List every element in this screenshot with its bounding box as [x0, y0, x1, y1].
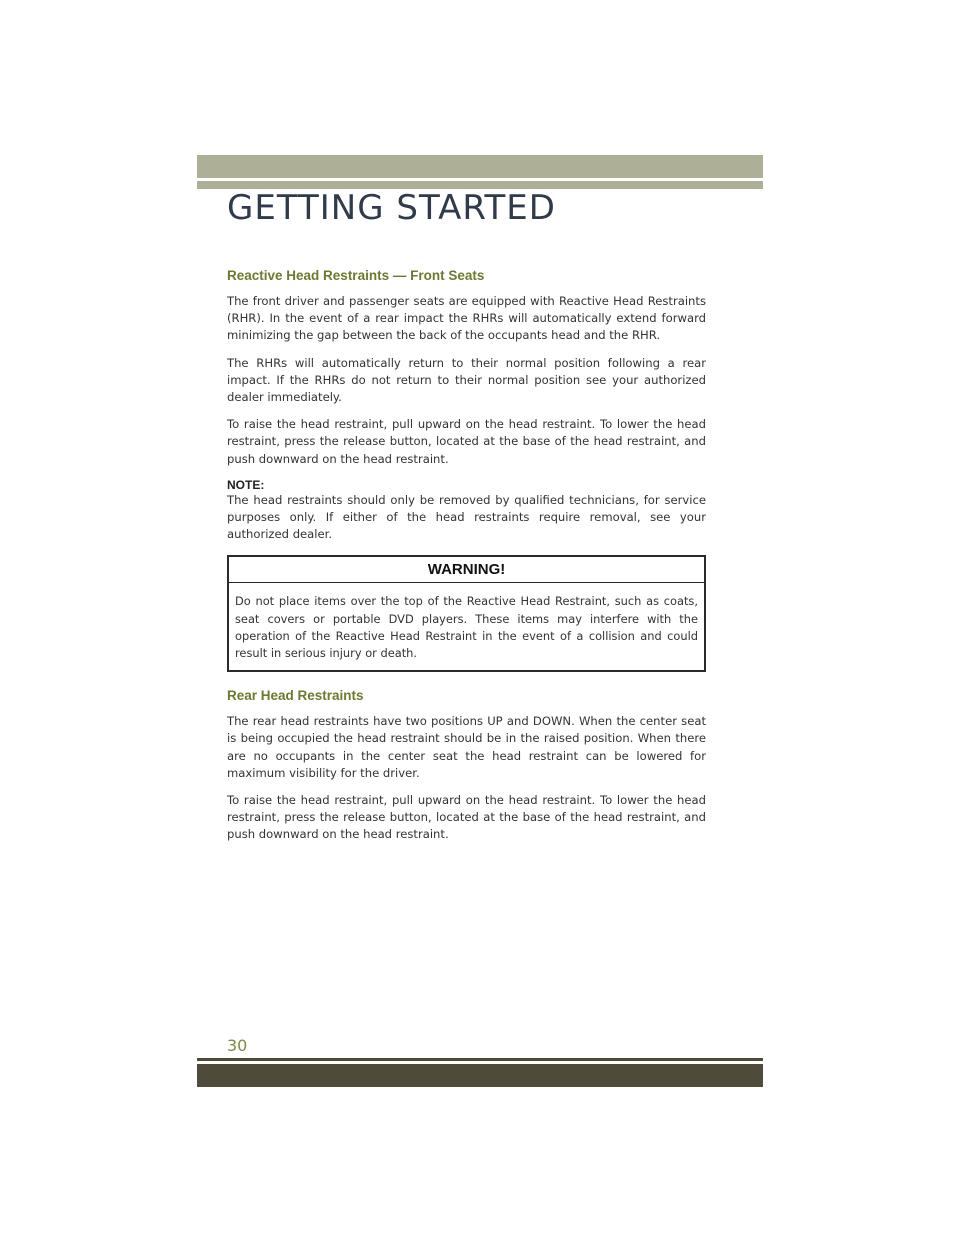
- page-number: 30: [227, 1036, 248, 1055]
- warning-title: WARNING!: [229, 557, 704, 583]
- note-text: The head restraints should only be removed by qualified technicians, for service purposes only. If either of the head restraints require removal, see your authorized dealer.: [227, 492, 706, 542]
- header-band: [197, 155, 763, 178]
- page-section-title: GETTING STARTED: [227, 188, 556, 228]
- heading-reactive-head-restraints: Reactive Head Restraints — Front Seats: [227, 268, 485, 283]
- paragraph: The front driver and passenger seats are equipped with Reactive Head Restraints (RHR). In the event of a rear impact the RHRs will automatically extend forward minimizing the gap between the back of the occupants head and the RHR.: [227, 294, 706, 343]
- warning-text: Do not place items over the top of the Reactive Head Restraint, such as coats, seat covers or portable DVD players. These items may interfere with the operation of the Reactive Head Restraint in the event of a collision and could result in serious injury or death.: [235, 594, 698, 661]
- footer-line: [197, 1058, 763, 1061]
- paragraph: The rear head restraints have two positions UP and DOWN. When the center seat is being occupied the head restraint should be in the raised position. When there are no occupants in the center seat the head restraint can be lowered for maximum visibility for the driver.: [227, 714, 706, 780]
- warning-box: [227, 555, 706, 672]
- note-label: NOTE:: [227, 477, 265, 492]
- footer-band: [197, 1064, 763, 1087]
- page-content: [227, 268, 706, 854]
- heading-rear-head-restraints: Rear Head Restraints: [227, 688, 364, 704]
- paragraph: The RHRs will automatically return to their normal position following a rear impact. If the RHRs do not return to their normal position see your authorized dealer immediately.: [227, 355, 706, 405]
- paragraph: To raise the head restraint, pull upward on the head restraint. To lower the head restraint, press the release button, located at the base of the head restraint, and push downward on the head restraint.: [227, 793, 706, 842]
- paragraph: To raise the head restraint, pull upward on the head restraint. To lower the head restraint, press the release button, located at the base of the head restraint, and push downward on the head restraint.: [227, 417, 706, 466]
